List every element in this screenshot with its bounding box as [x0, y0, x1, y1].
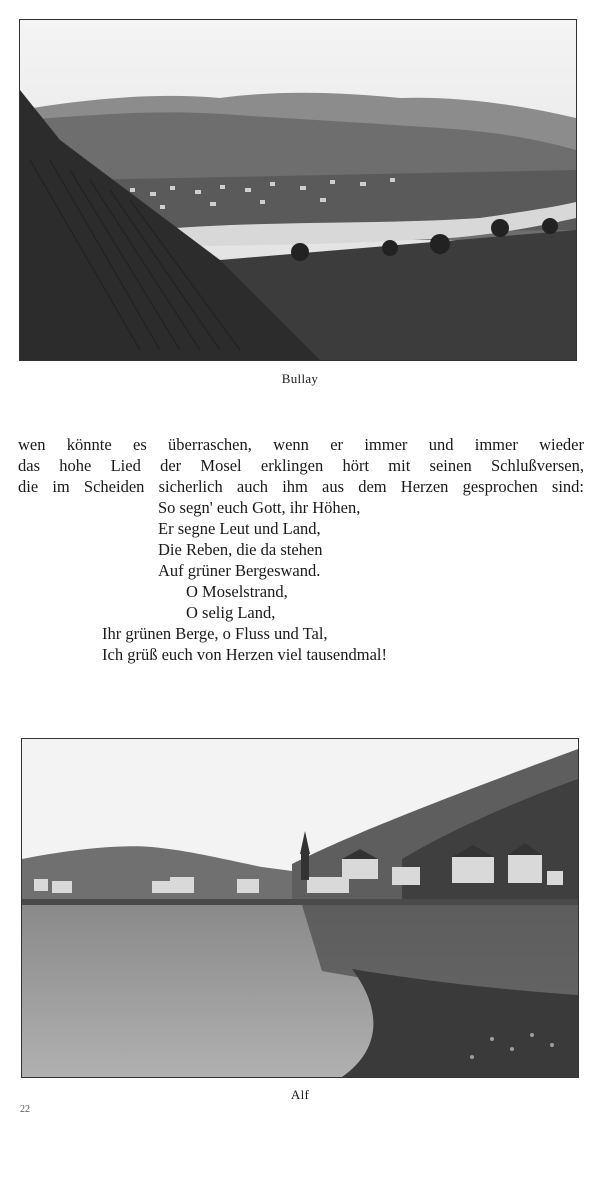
- alf-landscape-image: [22, 739, 578, 1077]
- photo-bullay: [19, 19, 577, 361]
- caption-alf: Alf: [290, 1087, 310, 1102]
- verse-line: Auf grüner Bergeswand.: [158, 561, 321, 580]
- verse-line: Ich grüß euch von Herzen viel tausendmal!: [102, 645, 387, 664]
- verse-line: Er segne Leut und Land,: [158, 519, 321, 538]
- bullay-landscape-image: [20, 20, 576, 360]
- photo-alf: [21, 738, 579, 1078]
- verse-line: Ihr grünen Berge, o Fluss und Tal,: [102, 624, 328, 643]
- verse-line: So segn' euch Gott, ihr Höhen,: [158, 498, 361, 517]
- caption-bullay: Bullay: [281, 371, 319, 386]
- verse-line: Die Reben, die da stehen: [158, 540, 323, 559]
- page-number: 22: [20, 1104, 30, 1115]
- prose-paragraph: [18, 434, 584, 497]
- prose-line: die im Scheiden sicherlich auch ihm aus dem Herzen gesprochen sind:: [18, 477, 584, 496]
- verse-line: O Moselstrand,: [186, 582, 288, 601]
- prose-line: das hohe Lied der Mosel erklingen hört mit seinen Schlußversen,: [18, 456, 584, 475]
- verse-line: O selig Land,: [186, 603, 276, 622]
- prose-line: wen könnte es überraschen, wenn er immer und immer wieder: [18, 435, 584, 454]
